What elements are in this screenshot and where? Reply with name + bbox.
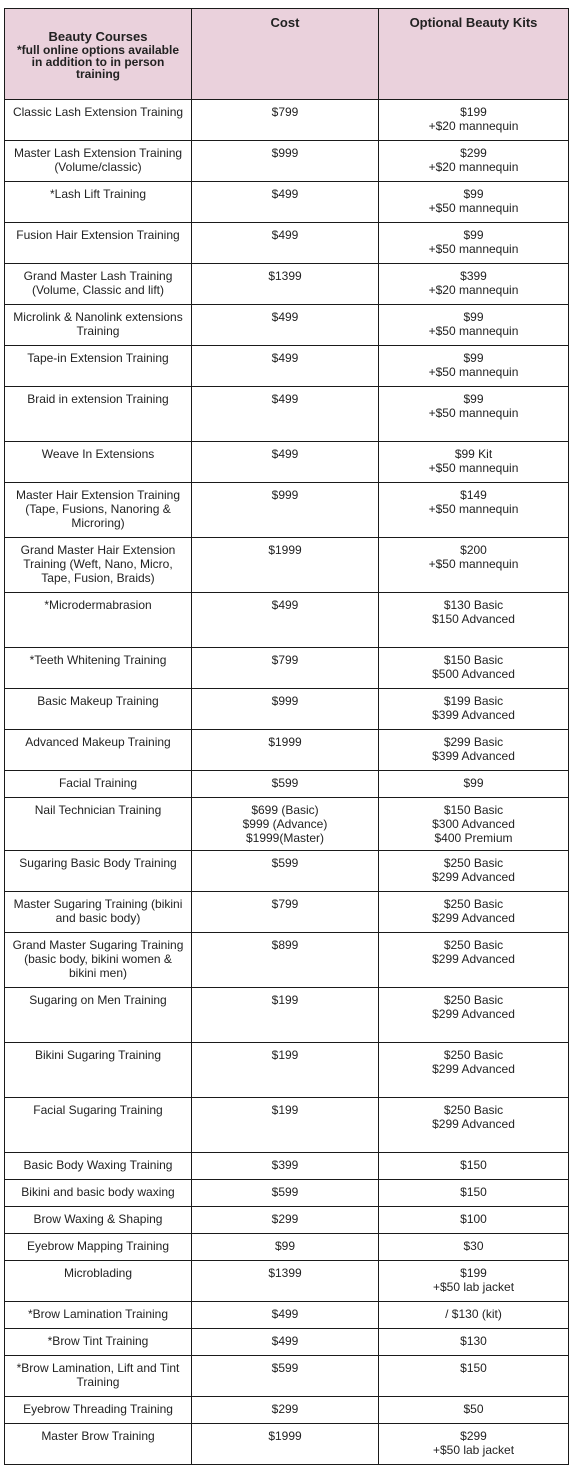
course-cell: Fusion Hair Extension Training [5,223,192,264]
table-row [5,100,569,141]
header-course [5,9,192,100]
cost-cell: $499 [192,387,379,442]
table-row [5,1397,569,1424]
kit-cell: $99 +$50 mannequin [379,387,569,442]
cost-cell: $199 [192,1043,379,1098]
course-cell: Basic Makeup Training [5,689,192,730]
cost-cell: $199 [192,1098,379,1153]
cost-cell: $599 [192,1356,379,1397]
course-cell: Classic Lash Extension Training [5,100,192,141]
kit-cell: $250 Basic $299 Advanced [379,1043,569,1098]
kit-cell: $99 +$50 mannequin [379,182,569,223]
table-row [5,483,569,538]
table-row [5,442,569,483]
course-cell: Master Lash Extension Training (Volume/classic) [5,141,192,182]
kit-cell: $130 Basic $150 Advanced [379,593,569,648]
cost-cell: $299 [192,1207,379,1234]
kit-cell: $99 [379,771,569,798]
course-cell: Braid in extension Training [5,387,192,442]
table-body [5,100,569,1465]
course-cell: *Brow Tint Training [5,1329,192,1356]
cost-cell: $99 [192,1234,379,1261]
cost-cell: $1399 [192,1261,379,1302]
courses-table [4,8,569,1465]
table-row [5,730,569,771]
course-cell: Nail Technician Training [5,798,192,851]
kit-cell: $150 [379,1356,569,1397]
course-cell: Eyebrow Mapping Training [5,1234,192,1261]
table-row [5,305,569,346]
table-row [5,1153,569,1180]
kit-cell: $130 [379,1329,569,1356]
kit-cell: $99 +$50 mannequin [379,305,569,346]
header-course-title: Beauty Courses [48,29,148,44]
cost-cell: $699 (Basic) $999 (Advance) $1999(Master) [192,798,379,851]
course-cell: Advanced Makeup Training [5,730,192,771]
table-row [5,141,569,182]
header-kits: Optional Beauty Kits [379,9,569,100]
course-cell: Weave In Extensions [5,442,192,483]
course-cell: *Microdermabrasion [5,593,192,648]
course-cell: Bikini Sugaring Training [5,1043,192,1098]
cost-cell: $499 [192,593,379,648]
kit-cell: $99 +$50 mannequin [379,223,569,264]
table-row [5,538,569,593]
course-cell: *Teeth Whitening Training [5,648,192,689]
course-cell: Facial Sugaring Training [5,1098,192,1153]
table-row [5,264,569,305]
cost-cell: $399 [192,1153,379,1180]
cost-cell: $799 [192,892,379,933]
header-course-note: *full online options available in addition to in person training [16,43,180,81]
course-cell: Bikini and basic body waxing [5,1180,192,1207]
course-cell: *Lash Lift Training [5,182,192,223]
kit-cell: $149 +$50 mannequin [379,483,569,538]
kit-cell: $99 Kit +$50 mannequin [379,442,569,483]
table-row [5,1098,569,1153]
table-row [5,1234,569,1261]
kit-cell: $299 +$50 lab jacket [379,1424,569,1465]
table-row [5,1207,569,1234]
table-row [5,1302,569,1329]
cost-cell: $299 [192,1397,379,1424]
table-row [5,933,569,988]
kit-cell: / $130 (kit) [379,1302,569,1329]
cost-cell: $199 [192,988,379,1043]
course-cell: Grand Master Lash Training (Volume, Classic and lift) [5,264,192,305]
kit-cell: $200 +$50 mannequin [379,538,569,593]
cost-cell: $499 [192,346,379,387]
table-row [5,1356,569,1397]
cost-cell: $999 [192,141,379,182]
table-row [5,182,569,223]
kit-cell: $150 Basic $300 Advanced $400 Premium [379,798,569,851]
table-row [5,988,569,1043]
cost-cell: $799 [192,648,379,689]
kit-cell: $199 +$50 lab jacket [379,1261,569,1302]
table-row [5,1180,569,1207]
kit-cell: $50 [379,1397,569,1424]
cost-cell: $499 [192,1302,379,1329]
table-row [5,1329,569,1356]
table-row [5,892,569,933]
cost-cell: $999 [192,483,379,538]
cost-cell: $499 [192,182,379,223]
table-row [5,223,569,264]
course-cell: Tape-in Extension Training [5,346,192,387]
kit-cell: $250 Basic $299 Advanced [379,851,569,892]
course-cell: Brow Waxing & Shaping [5,1207,192,1234]
table-row [5,798,569,851]
table-row [5,1043,569,1098]
course-cell: Master Brow Training [5,1424,192,1465]
kit-cell: $199 Basic $399 Advanced [379,689,569,730]
cost-cell: $999 [192,689,379,730]
kit-cell: $150 Basic $500 Advanced [379,648,569,689]
header-cost: Cost [192,9,379,100]
course-cell: Facial Training [5,771,192,798]
cost-cell: $1999 [192,730,379,771]
course-cell: Master Hair Extension Training (Tape, Fusions, Nanoring & Microring) [5,483,192,538]
cost-cell: $799 [192,100,379,141]
course-cell: Basic Body Waxing Training [5,1153,192,1180]
cost-cell: $499 [192,1329,379,1356]
header-row [5,9,569,100]
cost-cell: $1399 [192,264,379,305]
cost-cell: $499 [192,223,379,264]
course-cell: *Brow Lamination, Lift and Tint Training [5,1356,192,1397]
kit-cell: $99 +$50 mannequin [379,346,569,387]
course-cell: Master Sugaring Training (bikini and basic body) [5,892,192,933]
course-cell: Grand Master Sugaring Training (basic body, bikini women & bikini men) [5,933,192,988]
table-row [5,851,569,892]
kit-cell: $250 Basic $299 Advanced [379,988,569,1043]
cost-cell: $499 [192,442,379,483]
course-cell: Grand Master Hair Extension Training (Weft, Nano, Micro, Tape, Fusion, Braids) [5,538,192,593]
cost-cell: $1999 [192,538,379,593]
table-row [5,346,569,387]
course-cell: Microlink & Nanolink extensions Training [5,305,192,346]
kit-cell: $150 [379,1180,569,1207]
table-row [5,593,569,648]
table-row [5,771,569,798]
table-row [5,387,569,442]
kit-cell: $299 Basic $399 Advanced [379,730,569,771]
kit-cell: $30 [379,1234,569,1261]
cost-cell: $1999 [192,1424,379,1465]
course-cell: Sugaring on Men Training [5,988,192,1043]
kit-cell: $299 +$20 mannequin [379,141,569,182]
table-row [5,689,569,730]
kit-cell: $250 Basic $299 Advanced [379,933,569,988]
table-row [5,1261,569,1302]
course-cell: Microblading [5,1261,192,1302]
kit-cell: $250 Basic $299 Advanced [379,1098,569,1153]
course-cell: Sugaring Basic Body Training [5,851,192,892]
cost-cell: $899 [192,933,379,988]
kit-cell: $100 [379,1207,569,1234]
kit-cell: $399 +$20 mannequin [379,264,569,305]
course-cell: *Brow Lamination Training [5,1302,192,1329]
course-cell: Eyebrow Threading Training [5,1397,192,1424]
kit-cell: $150 [379,1153,569,1180]
table-row [5,648,569,689]
cost-cell: $499 [192,305,379,346]
cost-cell: $599 [192,771,379,798]
cost-cell: $599 [192,1180,379,1207]
table-row [5,1424,569,1465]
kit-cell: $199 +$20 mannequin [379,100,569,141]
kit-cell: $250 Basic $299 Advanced [379,892,569,933]
cost-cell: $599 [192,851,379,892]
